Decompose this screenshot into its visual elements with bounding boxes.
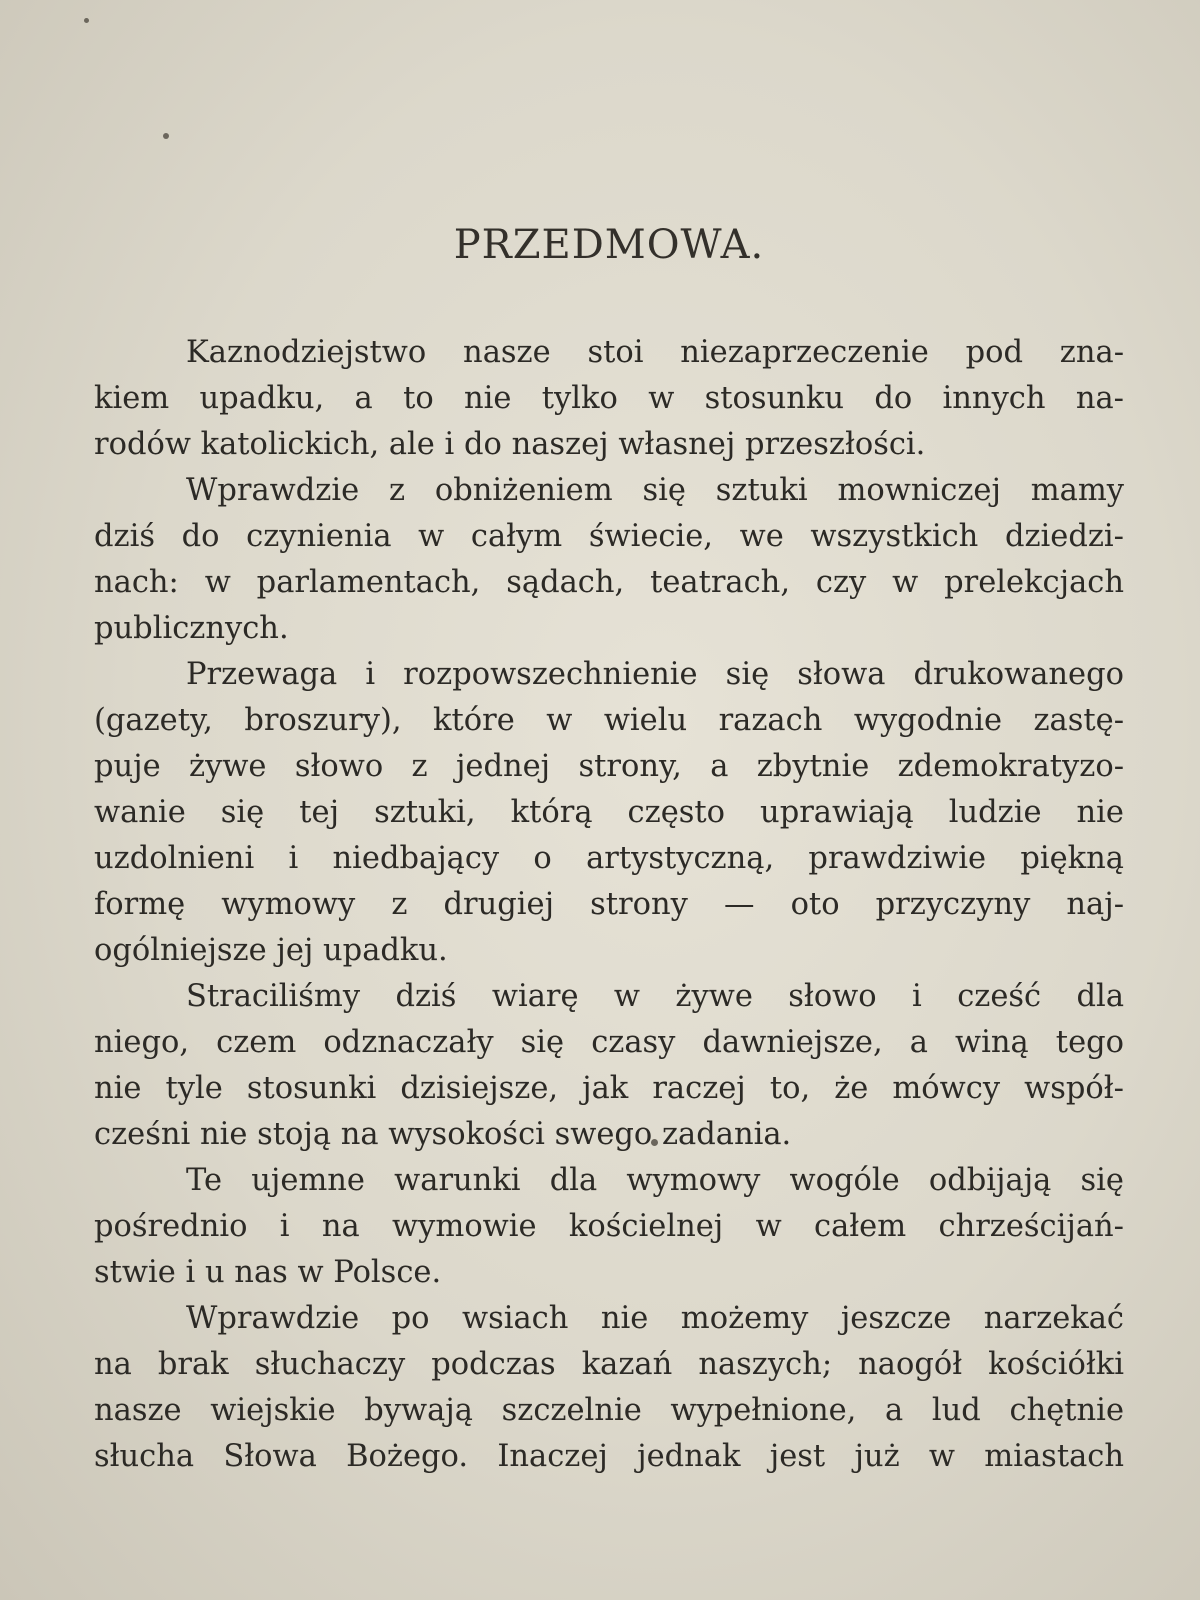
text-line: wanie się tej sztuki, którą często uprawiają ludzie nie bbox=[94, 795, 1124, 830]
text-line: puje żywe słowo z jednej strony, a zbytnie zdemokratyzo- bbox=[94, 749, 1124, 784]
text-line: pośrednio i na wymowie kościelnej w całem chrześcijań- bbox=[94, 1209, 1124, 1244]
text-line: Wprawdzie z obniżeniem się sztuki mowniczej mamy bbox=[186, 473, 1124, 508]
text-line: stwie i u nas w Polsce. bbox=[94, 1255, 442, 1290]
text-line: Straciliśmy dziś wiarę w żywe słowo i cześć dla bbox=[186, 979, 1124, 1014]
paper-speck bbox=[163, 133, 169, 139]
text-line: nasze wiejskie bywają szczelnie wypełnione, a lud chętnie bbox=[94, 1393, 1124, 1428]
text-line: cześni nie stoją na wysokości swego zadania. bbox=[94, 1117, 792, 1152]
text-line: dziś do czynienia w całym świecie, we wszystkich dziedzi- bbox=[94, 519, 1124, 554]
text-line: na brak słuchaczy podczas kazań naszych; naogół kościółki bbox=[94, 1347, 1124, 1382]
text-line: publicznych. bbox=[94, 611, 289, 646]
text-line: Przewaga i rozpowszechnienie się słowa drukowanego bbox=[186, 657, 1124, 692]
text-line: słucha Słowa Bożego. Inaczej jednak jest już w miastach bbox=[94, 1439, 1124, 1474]
text-line: nie tyle stosunki dzisiejsze, jak raczej to, że mówcy współ- bbox=[94, 1071, 1124, 1106]
text-line: niego, czem odznaczały się czasy dawniejsze, a winą tego bbox=[94, 1025, 1124, 1060]
text-line: ogólniejsze jej upadku. bbox=[94, 933, 448, 968]
text-line: formę wymowy z drugiej strony — oto przyczyny naj- bbox=[94, 887, 1124, 922]
page-title: PRZEDMOWA. bbox=[453, 222, 765, 268]
text-line: (gazety, broszury), które w wielu razach wygodnie zastę- bbox=[94, 703, 1124, 738]
text-line: Wprawdzie po wsiach nie możemy jeszcze narzekać bbox=[186, 1301, 1124, 1336]
text-line: nach: w parlamentach, sądach, teatrach, czy w prelekcjach bbox=[94, 565, 1124, 600]
text-line: Te ujemne warunki dla wymowy wogóle odbijają się bbox=[186, 1163, 1124, 1198]
paper-speck bbox=[84, 18, 89, 23]
text-line: Kaznodziejstwo nasze stoi niezaprzeczenie pod zna- bbox=[186, 335, 1124, 370]
text-line: kiem upadku, a to nie tylko w stosunku do innych na- bbox=[94, 381, 1124, 416]
text-line: rodów katolickich, ale i do naszej własnej przeszłości. bbox=[94, 427, 926, 462]
text-line: uzdolnieni i niedbający o artystyczną, prawdziwie piękną bbox=[94, 841, 1124, 876]
